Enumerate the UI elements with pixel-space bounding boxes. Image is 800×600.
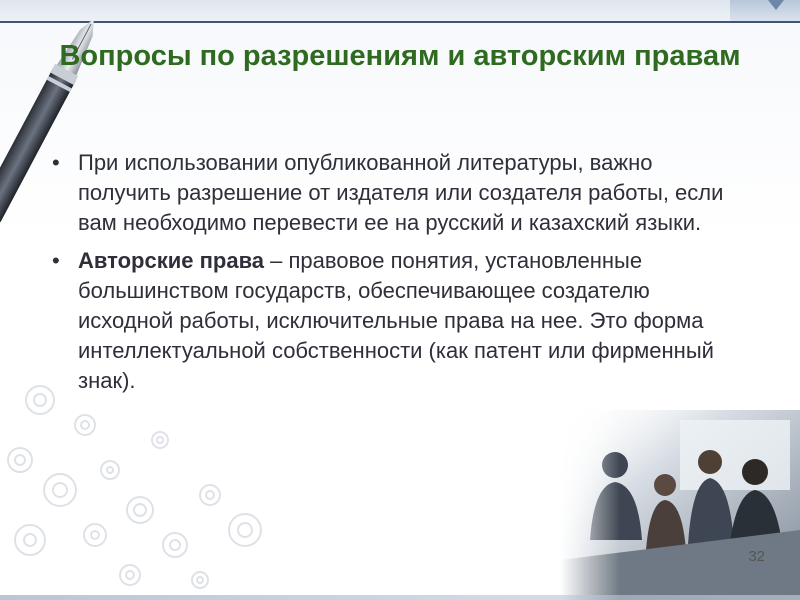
bullet-text: При использовании опубликованной литературы, важно получить разрешение от издателя или создателя работы, если вам необходимо перевести ее на русский и казахский языки. bbox=[78, 150, 724, 235]
bullet-text: – правовое понятия, установленные большинством государств, обеспечивающее создателю исходной работы, исключительные права на нее. Это форма интеллектуальной собственности (как патент или фирменный знак). bbox=[78, 248, 714, 393]
bullet-item bbox=[50, 148, 740, 238]
page-number: 32 bbox=[748, 548, 765, 565]
bullet-term: Авторские права bbox=[78, 248, 265, 273]
decorative-rings bbox=[0, 370, 300, 600]
slide-title: Вопросы по разрешениям и авторским правам bbox=[59, 40, 741, 72]
bullet-dot: • bbox=[52, 248, 60, 273]
business-meeting-photo bbox=[560, 410, 800, 600]
top-accent-line bbox=[0, 21, 800, 23]
bullet-item bbox=[50, 246, 740, 396]
top-decor-bar bbox=[0, 0, 800, 22]
bottom-decor-line bbox=[0, 595, 800, 600]
bullet-list bbox=[50, 148, 740, 404]
top-decor-tab bbox=[730, 0, 800, 22]
bullet-dot: • bbox=[52, 150, 60, 175]
top-decor-notch bbox=[768, 0, 784, 10]
